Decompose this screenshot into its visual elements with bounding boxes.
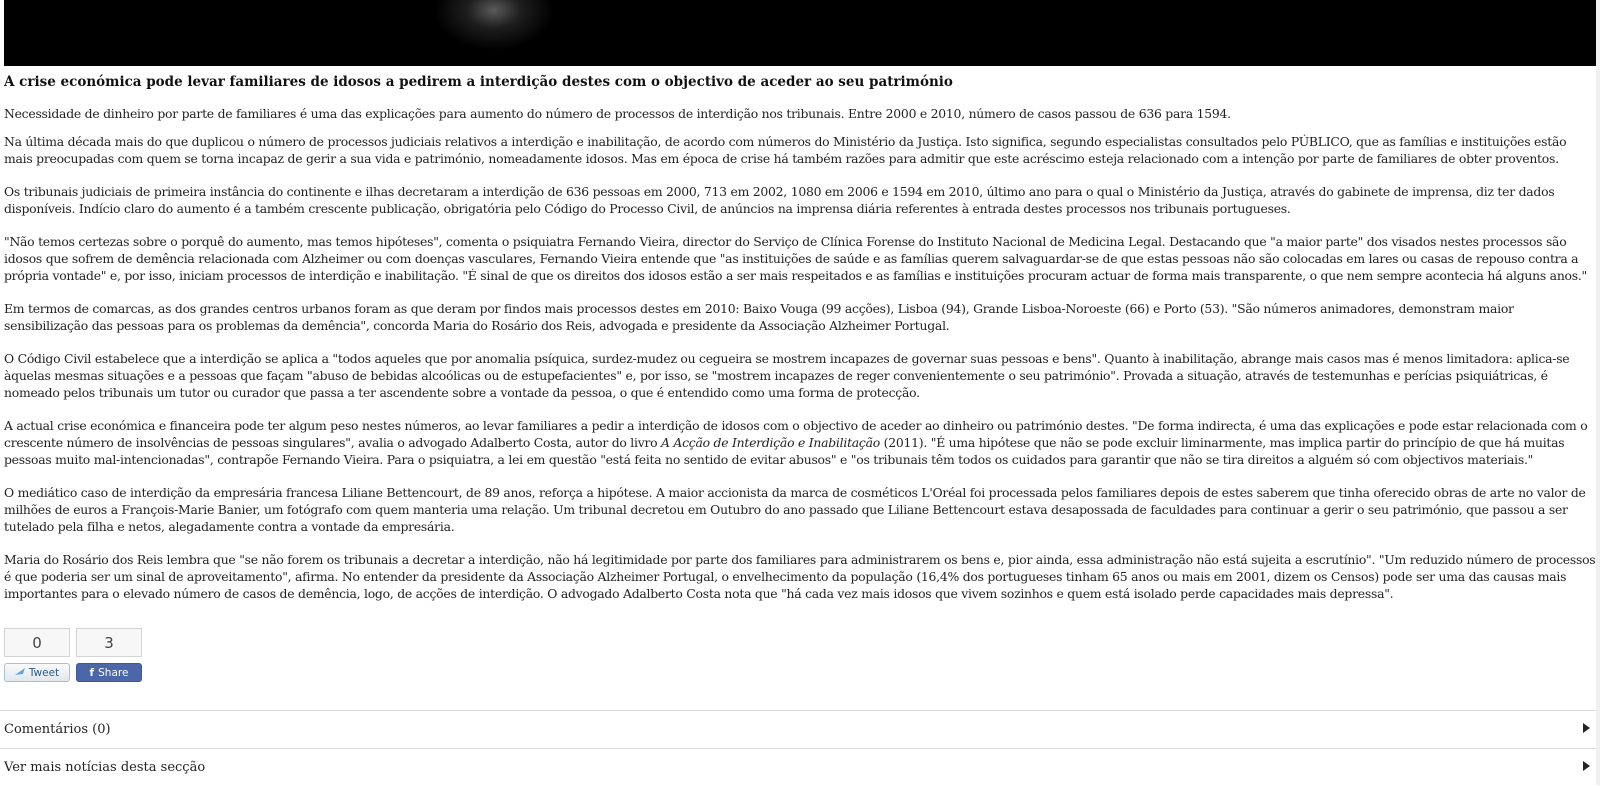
share-button-label: Share <box>98 666 129 679</box>
article-paragraph: O mediático caso de interdição da empresária francesa Liliane Bettencourt, de 89 anos, reforça a hipótese. A maior accionista da marca de cosméticos L'Oréal foi processada pelos familiares depois de estes saberem que tinha oferecido obras de arte no valor de milhões de euros a François-Marie Banier, um fotógrafo com quem manteria uma relação. Um tribunal decretou em Outubro do ano passado que Liliane Bettencourt estava desapossada de faculdades para continuar a gerir o seu património, que passou a ser tutelado pela filha e netos, alegadamente contra a vontade da empresária. <box>4 485 1586 534</box>
tweet-count: 0 <box>4 628 70 657</box>
article-lead: Necessidade de dinheiro por parte de familiares é uma das explicações para aumento do número de processos de interdição nos tribunais. Entre 2000 e 2010, número de casos passou de 636 para 1594. <box>4 106 1231 121</box>
facebook-icon: f <box>89 666 95 679</box>
book-title: A Acção de Interdição e Inabilitação <box>661 435 880 450</box>
article-paragraph: O Código Civil estabelece que a interdição se aplica a "todos aqueles que por anomalia psíquica, surdez-mudez ou cegueira se mostrem incapazes de governar suas pessoas e bens". Quanto à inabilitação, abrange mais casos mas é menos limitadora: aplica-se àquelas mesmas situações e a pessoas que façam "abuso de bebidas alcoólicas ou de estupefacientes" e, por isso, se "mostrem incapazes de reger convenientemente o seu património". Provada a situação, através de testemunhas e perícias psiquiátricas, é nomeado pelos tribunais um tutor ou curador que passa a ter ascendente sobre a vontade da pessoa, o que é entendido como uma forma de protecção. <box>4 351 1570 400</box>
comments-toggle[interactable] <box>0 710 1596 749</box>
comments-label: Comentários (0) <box>4 722 111 737</box>
chevron-right-icon <box>1583 761 1590 774</box>
article-paragraph: "Não temos certezas sobre o porquê do aumento, mas temos hipóteses", comenta o psiquiatra Fernando Vieira, director do Serviço de Clínica Forense do Instituto Nacional de Medicina Legal. Destacando que "a maior parte" dos visados nestes processos são idosos que sofrem de demência relacionada com Alzheimer ou com doenças vasculares, Fernando Vieira entende que "as instituições de saúde e as famílias querem salvaguardar-se de que estas pessoas não são colocadas em lares ou casas de repouso contra a própria vontade" e, por isso, iniciam processos de interdição e inabilitação. "É sinal de que os direitos dos idosos estão a ser mais respeitados e as famílias e instituições procuram actuar de forma mais transparente, o que nem sempre acontecia há alguns anos." <box>4 234 1588 283</box>
hero-image <box>4 0 1596 66</box>
paragraph-text: (2011). "É uma hipótese que não se pode excluir liminarmente, mas implica partir do princípio de que há muitas pessoas muito mal-intencionadas", contrapõe Fernando Vieira. Para o psiquiatra, a lei em questão "está feita no sentido de evitar abusos" e "os tribunais têm todos os cuidados para garantir que não se tira direitos a alguém só com objectivos materiais." <box>4 435 1565 467</box>
page-scrollbar[interactable] <box>1596 0 1600 785</box>
article-paragraph <box>4 417 1596 468</box>
paragraph-text: A actual crise económica e financeira pode ter algum peso nestes números, ao levar familiares a pedir a interdição de idosos com o objectivo de aceder ao dinheiro ou património destes. "De forma indirecta, é uma das explicações e pode estar relacionada com o crescente número de insolvências de pessoas singulares", avalia o advogado Adalberto Costa, autor do livro <box>4 418 1588 450</box>
twitter-bird-icon <box>15 667 25 679</box>
article-paragraph: Maria do Rosário dos Reis lembra que "se não forem os tribunais a decretar a interdição, não há legitimidade por parte dos familiares para administrarem os bens e, pior ainda, essa administração não está sujeita a escrutínio". "Um reduzido número de processos é que poderia ser um sinal de aproveitamento", afirma. No entender da presidente da Associação Alzheimer Portugal, o envelhecimento da população (16,4% dos portugueses tinham 65 anos ou mais em 2001, dizem os Censos) pode ser uma das causas mais importantes para o elevado número de casos de demência, logo, de acções de interdição. O advogado Adalberto Costa nota que "há cada vez mais idosos que vivem sozinhos e quem está isolado perde capacidades mais depressa". <box>4 552 1596 601</box>
tweet-button[interactable] <box>4 663 70 682</box>
article-title: A crise económica pode levar familiares de idosos a pedirem a interdição destes com o objectivo de aceder ao seu património <box>4 74 953 90</box>
social-share-bar <box>4 628 142 682</box>
article-paragraph: Os tribunais judiciais de primeira instância do continente e ilhas decretaram a interdição de 636 pessoas em 2000, 713 em 2002, 1080 em 2006 e 1594 em 2010, último ano para o qual o Ministério da Justiça, através do gabinete de imprensa, diz ter dados disponíveis. Indício claro do aumento é a também crescente publicação, obrigatória pelo Código do Processo Civil, de anúncios na imprensa diária referentes à entrada destes processos nos tribunais portugueses. <box>4 184 1555 216</box>
article-paragraph: Em termos de comarcas, as dos grandes centros urbanos foram as que deram por findos mais processos destes em 2010: Baixo Vouga (99 acções), Lisboa (94), Grande Lisboa-Noroeste (66) e Porto (53). "São números animadores, demonstram maior sensibilização das pessoas para os problemas da demência", concorda Maria do Rosário dos Reis, advogada e presidente da Associação Alzheimer Portugal. <box>4 301 1514 333</box>
chevron-right-icon <box>1583 723 1590 736</box>
share-button[interactable] <box>76 663 142 682</box>
article-body <box>4 74 1596 618</box>
more-news-toggle[interactable] <box>0 748 1596 786</box>
tweet-button-label: Tweet <box>28 666 60 679</box>
share-count: 3 <box>76 628 142 657</box>
more-news-label: Ver mais notícias desta secção <box>4 760 206 775</box>
article-paragraph: Na última década mais do que duplicou o número de processos judiciais relativos a interdição e inabilitação, de acordo com números do Ministério da Justiça. Isto significa, segundo especialistas consultados pelo PÚBLICO, que as famílias e instituições estão mais preocupadas com quem se torna incapaz de gerir a sua vida e património, nomeadamente idosos. Mas em época de crise há também razões para admitir que este acréscimo esteja relacionado com a intenção por parte de familiares de obter proventos. <box>4 134 1567 166</box>
